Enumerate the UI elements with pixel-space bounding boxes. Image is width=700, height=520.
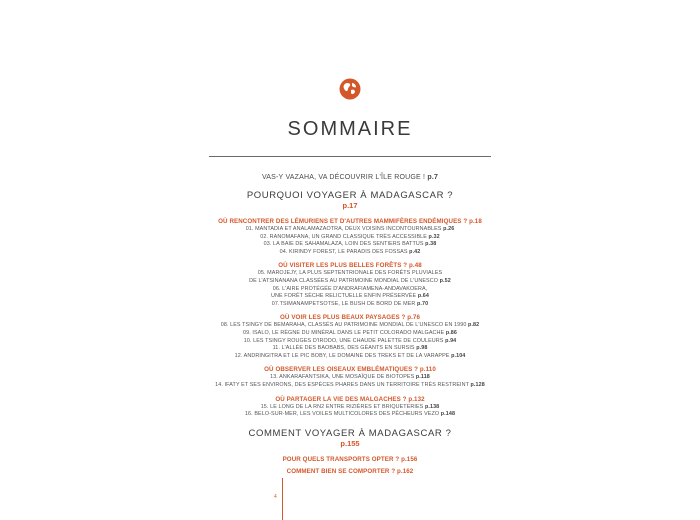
list-item[interactable]	[0, 338, 700, 346]
list-item[interactable]	[0, 249, 700, 257]
section-entry[interactable]	[0, 395, 700, 404]
item-page: p.70	[417, 300, 429, 307]
list-item[interactable]	[0, 226, 700, 234]
section-page: p.48	[409, 262, 422, 270]
item-text: 13. ANKARAFANTSIKA, UNE MOSAÏQUE DE BIOTOPES	[270, 374, 415, 381]
item-page: p.98	[416, 345, 428, 352]
list-item[interactable]	[0, 322, 700, 330]
list-item[interactable]	[0, 301, 700, 309]
section-page: p.162	[397, 467, 414, 475]
section-entry[interactable]	[0, 217, 700, 226]
footer-rule	[282, 478, 283, 520]
item-text: 14. IFATY ET SES ENVIRONS, DES ESPÈCES PHARES DANS UN TERRITOIRE TRÈS RESTREINT	[215, 381, 469, 388]
spacer	[0, 479, 700, 483]
item-text: 05. MAROJEJY, LA PLUS SEPTENTRIONALE DES FORÊTS PLUVIALES	[257, 270, 443, 277]
item-page: p.148	[440, 411, 456, 418]
title-divider	[209, 156, 491, 157]
list-item[interactable]	[0, 374, 700, 382]
item-text: 03. LA BAIE DE SAHAMALAZA, LOIN DES SENTIERS BATTUS	[263, 241, 424, 248]
section-page: p.110	[419, 366, 436, 374]
item-text: 16. BELO-SUR-MER, LES VOILES MULTICOLORES DES PÊCHEURS VEZO	[244, 411, 440, 418]
section-page: p.132	[408, 395, 425, 403]
item-page: p.32	[428, 233, 440, 240]
section-title: OÙ RENCONTRER DES LÉMURIENS ET D'AUTRES MAMMIFÈRES ENDÉMIQUES ?	[218, 218, 468, 225]
item-page: p.138	[424, 403, 440, 410]
item-text: 02. RANOMAFANA, UN GRAND CLASSIQUE TRÈS ACCESSIBLE	[260, 233, 427, 240]
section-title: OÙ OBSERVER LES OISEAUX EMBLÉMATIQUES ?	[264, 366, 419, 374]
list-item[interactable]	[0, 293, 700, 301]
list-item[interactable]	[0, 353, 700, 361]
item-text: 09. ISALO, LE RÈGNE DU MINÉRAL DANS LE PETIT COLORADO MALGACHE	[242, 329, 445, 336]
section-page: p.18	[469, 218, 482, 225]
item-page: p.86	[445, 329, 457, 336]
list-item[interactable]	[0, 270, 700, 278]
section-entry[interactable]	[0, 313, 700, 322]
item-page: p.26	[443, 226, 455, 232]
list-item[interactable]	[0, 234, 700, 242]
section-title: OÙ PARTAGER LA VIE DES MALGACHES ?	[275, 395, 407, 403]
item-page: p.64	[417, 293, 429, 300]
list-item[interactable]	[0, 404, 700, 412]
intro-entry[interactable]	[0, 174, 700, 181]
section-page: p.156	[401, 455, 418, 463]
list-item[interactable]	[0, 330, 700, 338]
item-text: 10. LES TSINGY ROUGES D'IRODO, UNE CHAUDE PALETTE DE COULEURS	[243, 337, 444, 344]
item-page: p.118	[415, 374, 430, 381]
item-text: 08. LES TSINGY DE BEMARAHA, CLASSÉS AU PATRIMOINE MONDIAL DE L'UNESCO EN 1990	[220, 322, 467, 329]
parts-container	[0, 190, 700, 483]
page-number: 4	[274, 494, 277, 500]
section-title: POUR QUELS TRANSPORTS OPTER ?	[282, 455, 400, 463]
table-of-contents	[0, 174, 700, 483]
item-text: DE L'ATSINANANA CLASSÉES AU PATRIMOINE MONDIAL DE L'UNESCO	[249, 277, 439, 284]
section-title: COMMENT BIEN SE COMPORTER ?	[286, 467, 396, 475]
list-item[interactable]	[0, 241, 700, 249]
section-title: OÙ VISITER LES PLUS BELLES FORÊTS ?	[278, 262, 408, 270]
item-text: 07.TSIMANAMPETSOTSE, LE BUSH DE BORD DE MER	[271, 300, 416, 307]
item-page: p.128	[470, 381, 485, 388]
section-entry[interactable]	[0, 467, 700, 476]
list-item[interactable]	[0, 382, 700, 390]
item-text: UNE FORÊT SÈCHE RELICTUELLE ENFIN PRÉSERVÉE	[271, 293, 417, 300]
item-text: 04. KIRINDY FOREST, LE PARADIS DES FOSSAS	[279, 248, 408, 255]
item-text: 01. MANTADIA ET ANALAMAZAOTRA, DEUX VOISINS INCONTOURNABLES	[245, 226, 442, 232]
item-page: p.104	[451, 352, 466, 359]
item-text: 11. L'ALLÉE DES BAOBABS, DES GÉANTS EN SURSIS	[272, 345, 415, 352]
section-page: p.76	[407, 314, 420, 322]
globe-icon	[339, 78, 361, 100]
section-entry[interactable]	[0, 455, 700, 464]
part-page: p.155	[340, 438, 360, 448]
item-page: p.38	[425, 241, 437, 248]
list-item[interactable]	[0, 278, 700, 286]
section-title: OÙ VOIR LES PLUS BEAUX PAYSAGES ?	[280, 314, 406, 322]
item-page: p.52	[439, 277, 451, 284]
item-text: 12. ANDRINGITRA ET LE PIC BOBY, LE DOMAINE DES TREKS ET DE LA VARAPPE	[234, 352, 450, 359]
item-text: 15. LE LONG DE LA RN2 ENTRE RIZIÈRES ET BRIQUETERIES	[260, 403, 424, 410]
part-title[interactable]: COMMENT VOYAGER À MADAGASCAR ?	[248, 427, 452, 439]
page-title: SOMMAIRE	[287, 118, 413, 140]
part-title[interactable]: POURQUOI VOYAGER À MADAGASCAR ?	[246, 190, 454, 201]
item-page: p.42	[409, 248, 421, 255]
item-text: 06. L'AIRE PROTÉGÉE D'ANDRAFIAMENA-ANDAVAKOERA,	[272, 285, 428, 292]
intro-text: VAS-Y VAZAHA, VA DÉCOUVRIR L'ÎLE ROUGE !	[261, 174, 426, 181]
item-page: p.82	[468, 322, 480, 329]
item-page: p.94	[445, 337, 457, 344]
list-item[interactable]	[0, 411, 700, 419]
section-entry[interactable]	[0, 365, 700, 374]
part-page: p.17	[342, 201, 358, 210]
list-item[interactable]	[0, 345, 700, 353]
intro-page: p.7	[427, 174, 439, 181]
